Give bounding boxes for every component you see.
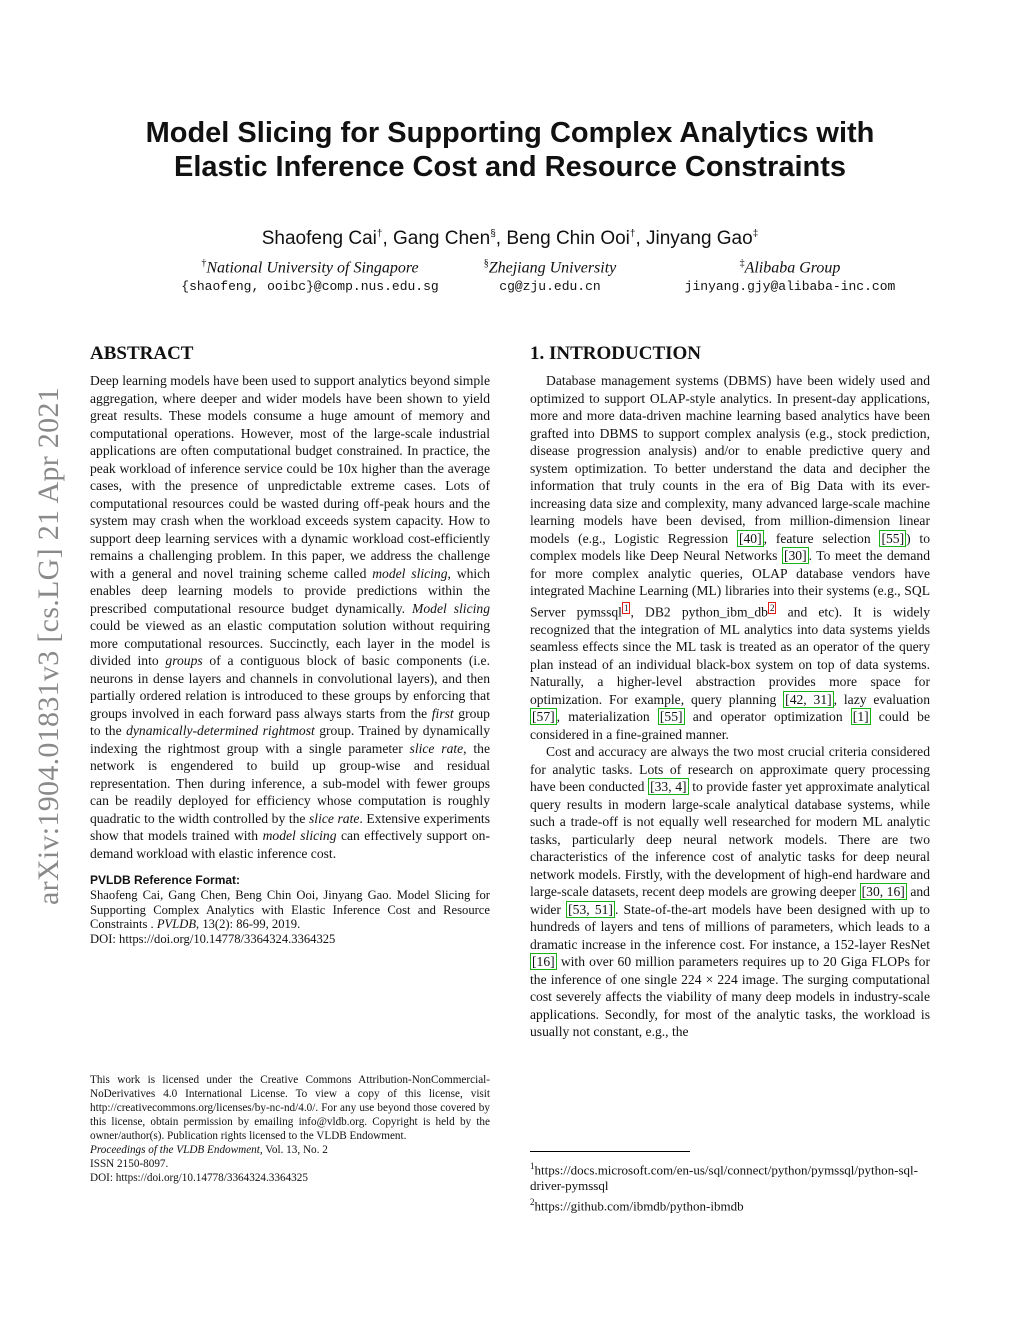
author-name: Jinyang Gao: [646, 228, 753, 249]
license-block: This work is licensed under the Creative Commons Attribution-NonCommercial-NoDerivatives 4.0 International License. To view a copy of this license, visit http://creativecommons.org/licenses/by-nc-nd/4.0/. For any use beyond those covered by this license, obtain permission by emailing info@vldb.org. Copyright is held by the owner/author(s). Publication rights licensed to the VLDB Endowment. Proceedings of the VLDB Endowment, Vol. 13, No. 2 ISSN 2150-8097. DOI: https://doi.org/10.14778/3364324.3364325: [90, 1074, 490, 1184]
footnotes: [530, 1151, 930, 1215]
citation-link[interactable]: [40]: [738, 530, 762, 546]
abstract-text: Deep learning models have been used to support analytics beyond simple aggregation, where deeper and wider models have been shown to yield great results. These models consume a huge amount of memory and computational operations. However, most of the large-scale industrial applications are often computational budget constrained. In practice, the peak workload of inference service could be 10x higher than the average cases, with the presence of unpredictable extreme cases. Lots of computational resources could be wasted during off-peak hours and the system may crash when the workload exceeds system capacity. How to support deep learning services with a dynamic workload cost-efficiently remains a challenging problem. In this paper, we address the challenge with a general and novel training scheme called model slicing, which enables deep learning models to provide predictions within the prescribed computational resource budget dynamically. Model slicing could be viewed as an elastic computation solution without requiring more computational resources. Succinctly, each layer in the model is divided into groups of a contiguous block of basic components (i.e. neurons in dense layers and channels in convolutional layers), and then partially ordered relation is introduced to these groups by enforcing that groups involved in each forward pass always starts from the first group to the dynamically-determined rightmost group. Trained by dynamically indexing the rightmost group with a single parameter slice rate, the network is engendered to build up group-wise and residual representation. Then during inference, a sub-model with fewer groups can be readily deployed for efficiency whose computation is roughly quadratic to the width controlled by the slice rate. Extensive experiments show that models trained with model slicing can effectively support on-demand workload with elastic inference cost.: [90, 373, 490, 861]
footnote-rule: [530, 1151, 690, 1152]
author-list: Shaofeng Cai†, Gang Chen§, Beng Chin Ooi†, Jinyang Gao‡: [261, 228, 759, 249]
abstract-heading: ABSTRACT: [90, 343, 194, 364]
citation-link[interactable]: [30]: [783, 548, 807, 563]
citation-link[interactable]: [30, 16]: [861, 884, 905, 900]
footnote-link[interactable]: 2: [769, 602, 775, 613]
author-email: {shaofeng, ooibc}@comp.nus.edu.sg: [181, 279, 439, 295]
citation-link[interactable]: [55]: [659, 709, 683, 725]
intro-paragraph-1: Database management systems (DBMS) have been widely used and optimized to support OLAP-style analytics. In present-day applications, more and more data-driven machine learning based analytics have been grafted into DBMS to support complex analysis (e.g., stock prediction, disease progression analysis) and/or to enable predictive query and system optimization. To better understand the data and decipher the information that truly counts in the era of Big Data with its ever-increasing data size and complexity, many advanced large-scale machine learning models have been devised, from million-dimension linear models (e.g., Logistic Regression [40] , feature selection [55] ) to complex models like Deep Neural Networks [30] . To meet the demand for more complex analytic queries, OLAP database vendors have integrated Machine Learning (ML) libraries into their systems (e.g., SQL Server pymssql $^1$ , DB2 python_ibm_db $^2$ and etc). It is widely recognized that the integration of ML analytics into data systems yields seamless effects since the ML task is treated as an operator of the query plan instead of an individual black-box system on top of data systems. Naturally, a higher-level abstraction provides more space for optimization. For example, query planning [42, 31] , lazy evaluation [57] , materialization [55] and operator optimization [1] could be considered in a fine-grained manner.: [530, 373, 931, 742]
affiliation-alibaba: ‡Alibaba Group jinyang.gjy@alibaba-inc.com: [660, 255, 920, 297]
intro-paragraph-2: Cost and accuracy are always the two most crucial criteria considered for analytic tasks. Lots of research on approximate query processing have been conducted [33, 4] to provide faster yet approximate analytical query results in modern large-scale analytical database systems, while such a trade-off is not equally well researched for modern ML analytic tasks, particularly deep neural network models. There are two characteristics of the inference cost of analytic tasks for deep neural network models. Firstly, with the development of high-end hardware and large-scale datasets, recent deep models are growing deeper [30, 16] and wider [53, 51] . State-of-the-art models have been designed with up to hundreds of layers and tens of millions of parameters, which leads to a dramatic increase in the inference cost. For instance, a 152-layer ResNet [16] with over 60 million parameters requires up to 20 Giga FLOPs for the inference of one single 224 × 224 image. The surging computational cost severely affects the viability of many deep models in industry-scale applications. Secondly, for most of the analytic tasks, the workload is usually not constant, e.g., the: [530, 744, 931, 1040]
citation-link[interactable]: [57]: [532, 709, 555, 725]
citation-link[interactable]: [42, 31]: [785, 691, 832, 707]
right-column: [530, 342, 930, 1041]
affiliation-zju: §Zhejiang University cg@zju.edu.cn: [430, 255, 670, 297]
pvldb-reference: Shaofeng Cai, Gang Chen, Beng Chin Ooi, Jinyang Gao. Model Slicing for Supporting Complex Analytics with Elastic Inference Cost and Resource Constraints . PVLDB, 13(2): 86-99, 2019. DOI: https://doi.org/10.14778/3364324.3364325: [90, 888, 490, 946]
citation-link[interactable]: [1]: [852, 709, 869, 725]
footnote-2: $^2$https://github.com/ibmdb/python-ibmdb: [530, 1197, 744, 1214]
author-email: jinyang.gjy@alibaba-inc.com: [684, 279, 896, 295]
footnote-link[interactable]: 1: [623, 602, 629, 613]
paper-title: Model Slicing for Supporting Complex Analytics with Elastic Inference Cost and Resource Constraints: [145, 117, 875, 183]
left-column: [90, 342, 490, 946]
arxiv-stamp: arXiv:1904.01831v3 [cs.LG] 21 Apr 2021: [32, 386, 65, 906]
author-email: cg@zju.edu.cn: [499, 279, 601, 295]
author-name: Beng Chin Ooi: [506, 228, 630, 249]
footnote-1: $^1$https://docs.microsoft.com/en-us/sql/connect/python/pymssql/python-sql-driver-pymssql: [530, 1161, 918, 1194]
pvldb-heading: PVLDB Reference Format:: [90, 873, 241, 887]
author-name: Gang Chen: [393, 228, 491, 249]
author-name: Shaofeng Cai: [261, 228, 377, 249]
citation-link[interactable]: [53, 51]: [568, 901, 613, 917]
citation-link[interactable]: [16]: [532, 954, 555, 970]
introduction-heading: 1. INTRODUCTION: [530, 343, 702, 364]
citation-link[interactable]: [55]: [881, 530, 905, 546]
affiliation-nus: †National University of Singapore {shaofeng, ooibc}@comp.nus.edu.sg: [150, 255, 470, 297]
citation-link[interactable]: [33, 4]: [650, 779, 687, 795]
